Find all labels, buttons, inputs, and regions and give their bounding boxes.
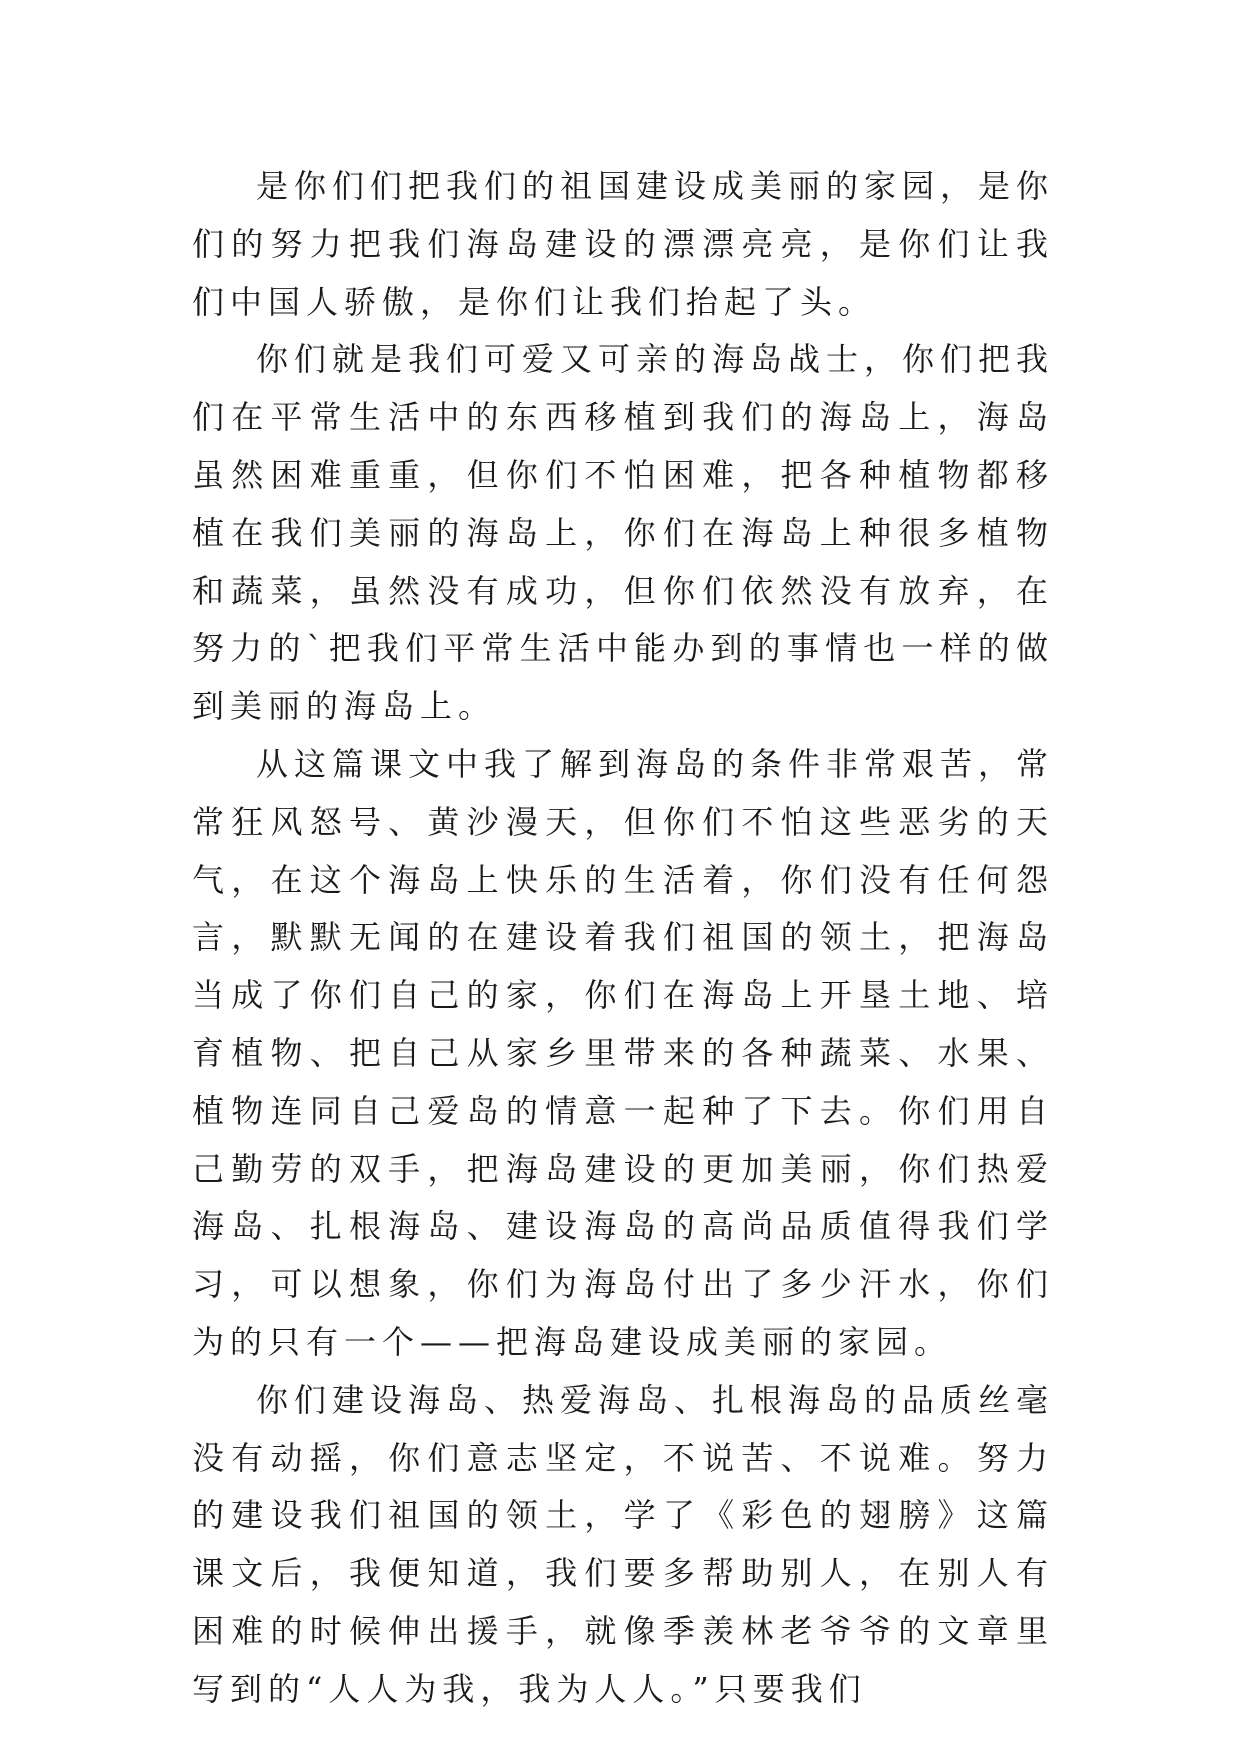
paragraph: 你们建设海岛、热爱海岛、扎根海岛的品质丝毫没有动摇，你们意志坚定，不说苦、不说难。努力的建设我们祖国的领土，学了《彩色的翅膀》这篇课文后，我便知道，我们要多帮助别人，在别人有困难的时候伸出援手，就像季羡林老爷爷的文章里写到的“人人为我，我为人人。”只要我们 xyxy=(192,1380,1055,1708)
document-body xyxy=(192,158,1054,1719)
paragraph: 你们就是我们可爱又可亲的海岛战士，你们把我们在平常生活中的东西移植到我们的海岛上，海岛虽然困难重重，但你们不怕困难，把各种植物都移植在我们美丽的海岛上，你们在海岛上种很多植物和蔬菜，虽然没有成功，但你们依然没有放弃，在努力的`把我们平常生活中能办到的事情也一样的做到美丽的海岛上。 xyxy=(192,340,1055,726)
paragraph: 是你们们把我们的祖国建设成美丽的家园，是你们的努力把我们海岛建设的漂漂亮亮，是你们让我们中国人骄傲，是你们让我们抬起了头。 xyxy=(192,167,1055,321)
paragraph: 从这篇课文中我了解到海岛的条件非常艰苦，常常狂风怒号、黄沙漫天，但你们不怕这些恶劣的天气，在这个海岛上快乐的生活着，你们没有任何怨言，默默无闻的在建设着我们祖国的领土，把海岛当成了你们自己的家，你们在海岛上开垦土地、培育植物、把自己从家乡里带来的各种蔬菜、水果、植物连同自己爱岛的情意一起种了下去。你们用自己勤劳的双手，把海岛建设的更加美丽，你们热爱海岛、扎根海岛、建设海岛的高尚品质值得我们学习，可以想象，你们为海岛付出了多少汗水，你们为的只有一个——把海岛建设成美丽的家园。 xyxy=(192,744,1055,1361)
